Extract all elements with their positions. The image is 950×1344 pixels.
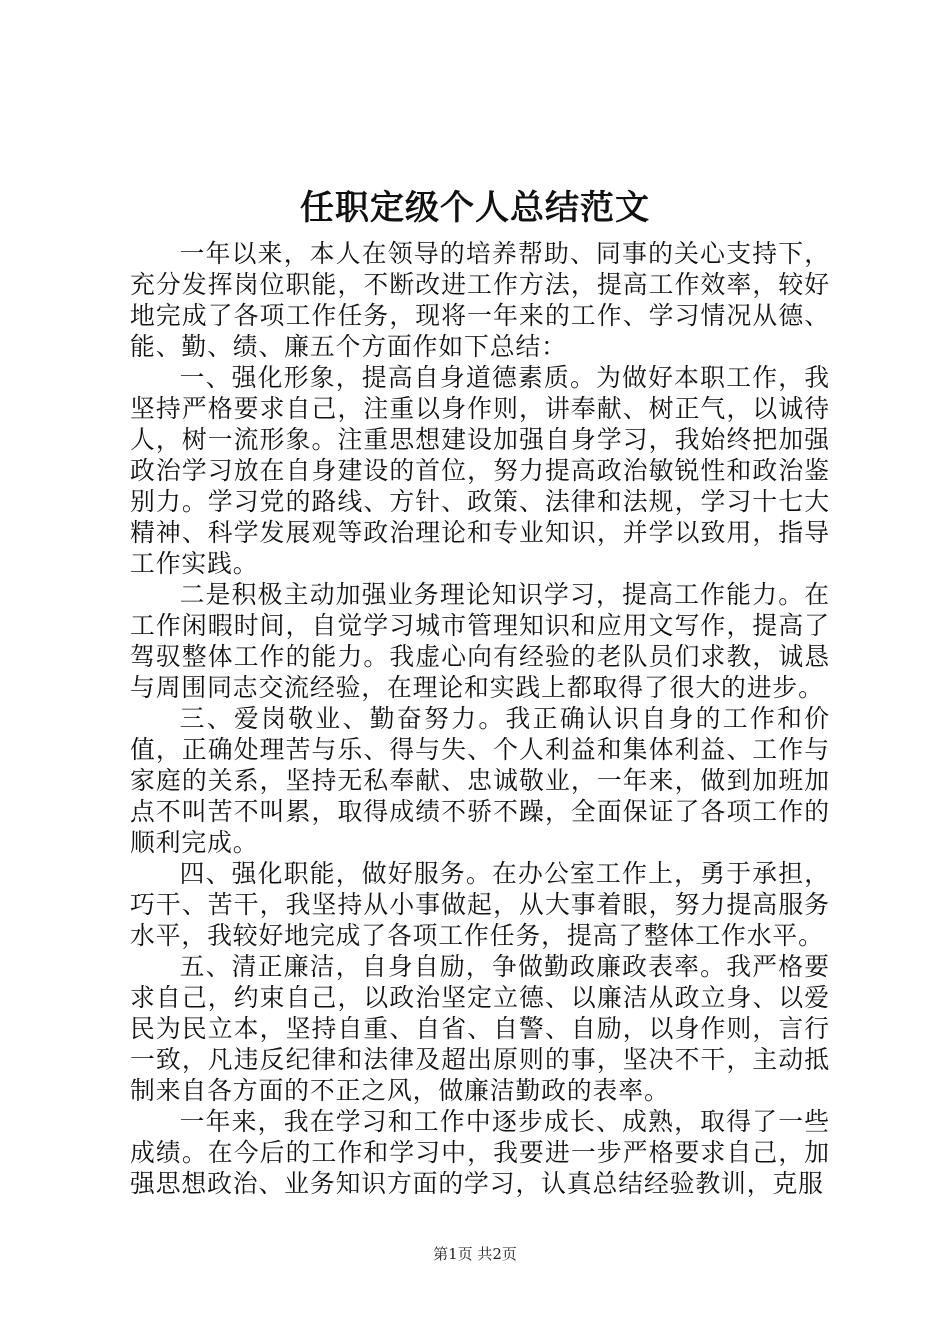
paragraph-conclusion: 一年来，我在学习和工作中逐步成长、成熟，取得了一些成绩。在今后的工作和学习中，我要进一步严格要求自己，加强思想政治、业务知识方面的学习，认真总结经验教训，克服 bbox=[130, 1107, 830, 1198]
paragraph-learning: 二是积极主动加强业务理论知识学习，提高工作能力。在工作闲暇时间，自觉学习城市管理知识和应用文写作，提高了驾驭整体工作的能力。我虚心向有经验的老队员们求教，诚恳与周围同志交流经验，在理论和实践上都取得了很大的进步。 bbox=[130, 580, 830, 702]
paragraph-integrity: 五、清正廉洁，自身自励，争做勤政廉政表率。我严格要求自己，约束自己，以政治坚定立德、以廉洁从政立身、以爱民为民立本，坚持自重、自省、自警、自励，以身作则，言行一致，凡违反纪律和法律及超出原则的事，坚决不干，主动抵制来自各方面的不正之风，做廉洁勤政的表率。 bbox=[130, 952, 830, 1105]
document-body bbox=[130, 238, 830, 1199]
paragraph-image: 一、强化形象，提高自身道德素质。为做好本职工作，我坚持严格要求自己，注重以身作则，讲奉献、树正气，以诚待人，树一流形象。注重思想建设加强自身学习，我始终把加强政治学习放在自身建设的首位，努力提高政治敏锐性和政治鉴别力。学习党的路线、方针、政策、法律和法规，学习十七大精神、科学发展观等政治理论和专业知识，并学以致用，指导工作实践。 bbox=[130, 363, 830, 578]
page-number-footer: 第1页 共2页 bbox=[433, 1245, 517, 1263]
document-title: 任职定级个人总结范文 bbox=[300, 188, 650, 228]
paragraph-intro: 一年以来，本人在领导的培养帮助、同事的关心支持下，充分发挥岗位职能，不断改进工作方法，提高工作效率，较好地完成了各项工作任务，现将一年来的工作、学习情况从德、能、勤、绩、廉五个方面作如下总结： bbox=[130, 239, 830, 361]
paragraph-dedication: 三、爱岗敬业、勤奋努力。我正确认识自身的工作和价值，正确处理苦与乐、得与失、个人利益和集体利益、工作与家庭的关系，坚持无私奉献、忠诚敬业，一年来，做到加班加点不叫苦不叫累，取得成绩不骄不躁，全面保证了各项工作的顺利完成。 bbox=[130, 704, 830, 857]
paragraph-service: 四、强化职能，做好服务。在办公室工作上，勇于承担，巧干、苦干，我坚持从小事做起，从大事着眼，努力提高服务水平，我较好地完成了各项工作任务，提高了整体工作水平。 bbox=[130, 859, 830, 950]
